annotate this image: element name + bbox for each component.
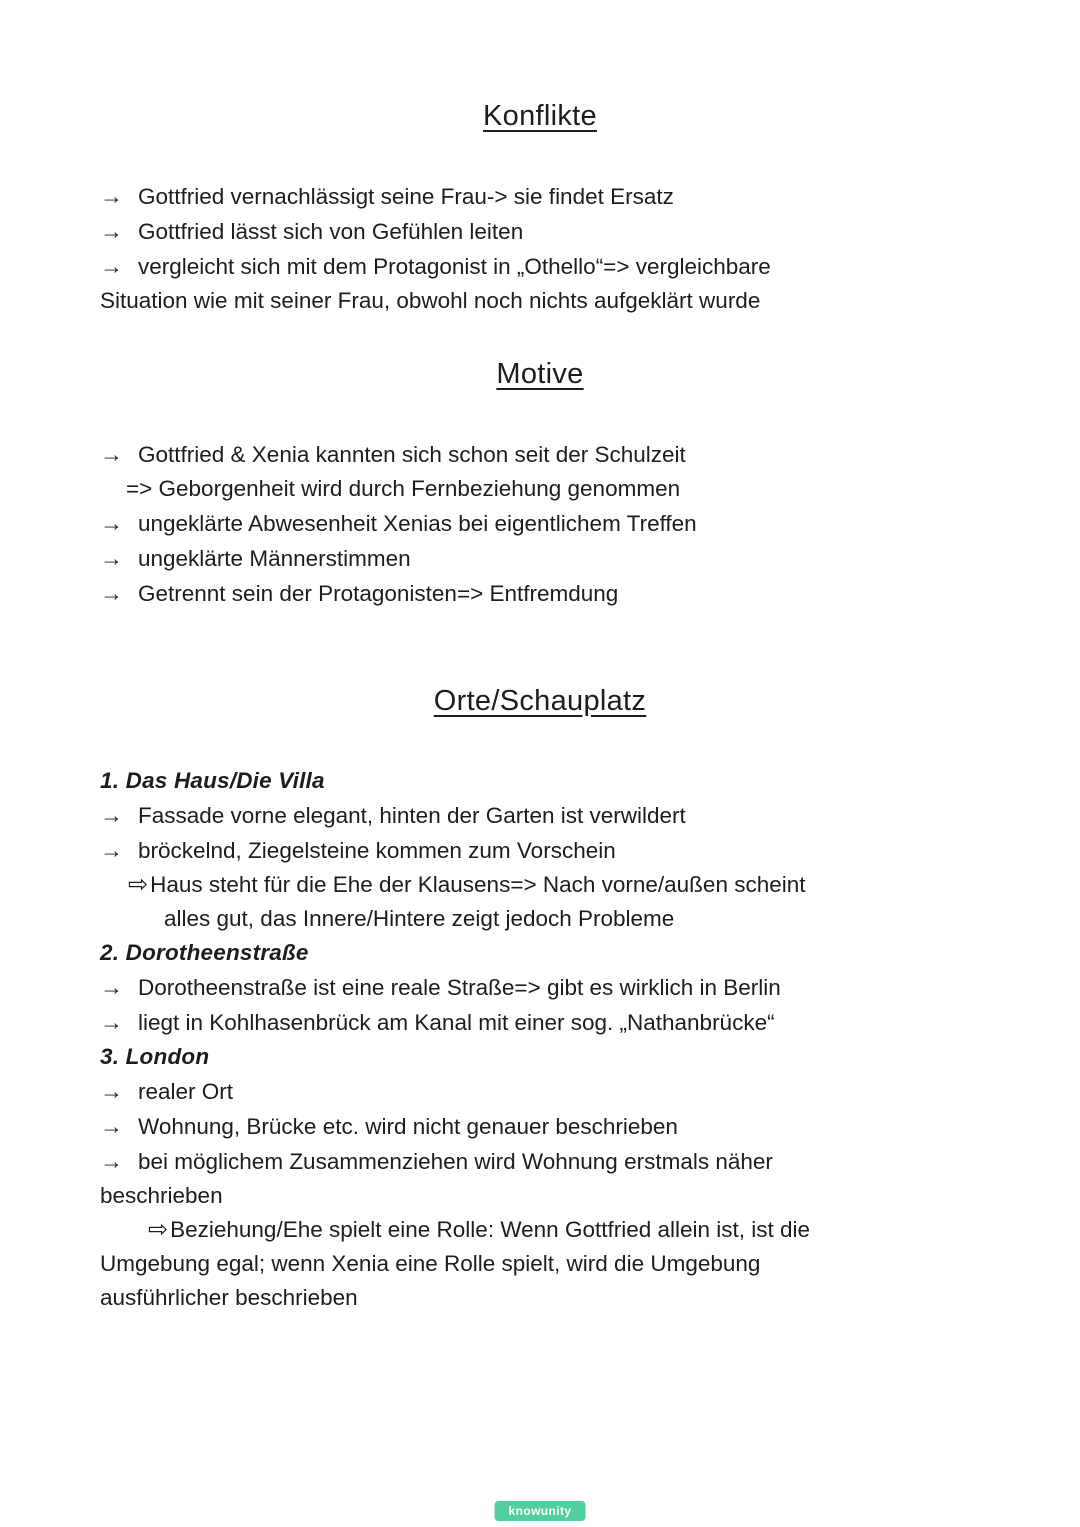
section-motive — [100, 358, 980, 611]
line-text: liegt in Kohlhasenbrück am Kanal mit einer sog. „Nathanbrücke“ — [138, 1010, 775, 1035]
arrow-icon: → — [100, 580, 123, 606]
arrow-icon: → — [100, 1009, 123, 1035]
arrow-icon: → — [100, 253, 123, 279]
numbered-heading — [100, 1040, 980, 1074]
arrow-icon: → — [100, 441, 123, 467]
text-line — [100, 1109, 980, 1144]
text-line — [100, 576, 980, 611]
line-text: => Geborgenheit wird durch Fernbeziehung genommen — [126, 476, 681, 501]
line-text: Beziehung/Ehe spielt eine Rolle: Wenn Gottfried allein ist, ist die — [170, 1217, 811, 1242]
text-line — [100, 437, 980, 472]
text-line — [100, 541, 980, 576]
line-text: Gottfried & Xenia kannten sich schon seit der Schulzeit — [138, 442, 686, 467]
line-text: Fassade vorne elegant, hinten der Garten ist verwildert — [138, 803, 686, 828]
text-line — [100, 970, 980, 1005]
text-line — [100, 1179, 980, 1213]
line-text: Gottfried vernachlässigt seine Frau-> sie findet Ersatz — [138, 184, 674, 209]
line-text: ungeklärte Männerstimmen — [138, 546, 411, 571]
line-text: bei möglichem Zusammenziehen wird Wohnung erstmals näher — [138, 1149, 773, 1174]
line-text: Haus steht für die Ehe der Klausens=> Nach vorne/außen scheint — [150, 872, 806, 897]
text-line — [100, 1005, 980, 1040]
text-line — [100, 179, 980, 214]
section-konflikte — [100, 100, 980, 318]
double-arrow-icon: ⇨ — [128, 871, 149, 898]
line-text: 1. Das Haus/Die Villa — [100, 768, 325, 793]
text-line — [100, 868, 980, 902]
text-line — [100, 214, 980, 249]
line-text: Gottfried lässt sich von Gefühlen leiten — [138, 219, 524, 244]
arrow-icon: → — [100, 802, 123, 828]
text-line — [100, 1144, 980, 1179]
arrow-icon: → — [100, 1078, 123, 1104]
line-text: Situation wie mit seiner Frau, obwohl noch nichts aufgeklärt wurde — [100, 288, 761, 313]
section-title: Konflikte — [483, 100, 597, 132]
section-title: Orte/Schauplatz — [433, 685, 647, 717]
line-text: ausführlicher beschrieben — [100, 1285, 358, 1310]
line-text: Wohnung, Brücke etc. wird nicht genauer beschrieben — [138, 1114, 678, 1139]
line-text: bröckelnd, Ziegelsteine kommen zum Vorschein — [138, 838, 616, 863]
arrow-icon: → — [100, 218, 123, 244]
line-text: realer Ort — [138, 1079, 234, 1104]
text-line — [100, 1213, 980, 1247]
line-text: Umgebung egal; wenn Xenia eine Rolle spielt, wird die Umgebung — [100, 1251, 761, 1276]
text-line — [100, 902, 980, 936]
text-line — [100, 1281, 980, 1315]
arrow-icon: → — [100, 545, 123, 571]
arrow-icon: → — [100, 974, 123, 1000]
text-line — [100, 1074, 980, 1109]
line-text: beschrieben — [100, 1183, 223, 1208]
numbered-heading — [100, 764, 980, 798]
text-line — [100, 798, 980, 833]
text-line — [100, 249, 980, 284]
line-text: Getrennt sein der Protagonisten=> Entfremdung — [138, 581, 619, 606]
text-line — [100, 284, 980, 318]
knowunity-watermark-badge: knowunity — [495, 1501, 586, 1521]
text-line — [100, 472, 980, 506]
text-line — [100, 506, 980, 541]
line-text: vergleicht sich mit dem Protagonist in „Othello“=> vergleichbare — [138, 254, 771, 279]
line-text: alles gut, das Innere/Hintere zeigt jedoch Probleme — [164, 906, 675, 931]
arrow-icon: → — [100, 1148, 123, 1174]
arrow-icon: → — [100, 183, 123, 209]
section-title: Motive — [496, 358, 584, 390]
line-text: 3. London — [100, 1044, 210, 1069]
section-orte-schauplatz — [100, 685, 980, 1315]
numbered-heading — [100, 936, 980, 970]
text-line — [100, 1247, 980, 1281]
double-arrow-icon: ⇨ — [148, 1216, 169, 1243]
document-content — [100, 100, 980, 1315]
arrow-icon: → — [100, 837, 123, 863]
line-text: 2. Dorotheenstraße — [100, 940, 309, 965]
arrow-icon: → — [100, 1113, 123, 1139]
line-text: ungeklärte Abwesenheit Xenias bei eigentlichem Treffen — [138, 511, 697, 536]
line-text: Dorotheenstraße ist eine reale Straße=> gibt es wirklich in Berlin — [138, 975, 781, 1000]
arrow-icon: → — [100, 510, 123, 536]
text-line — [100, 833, 980, 868]
